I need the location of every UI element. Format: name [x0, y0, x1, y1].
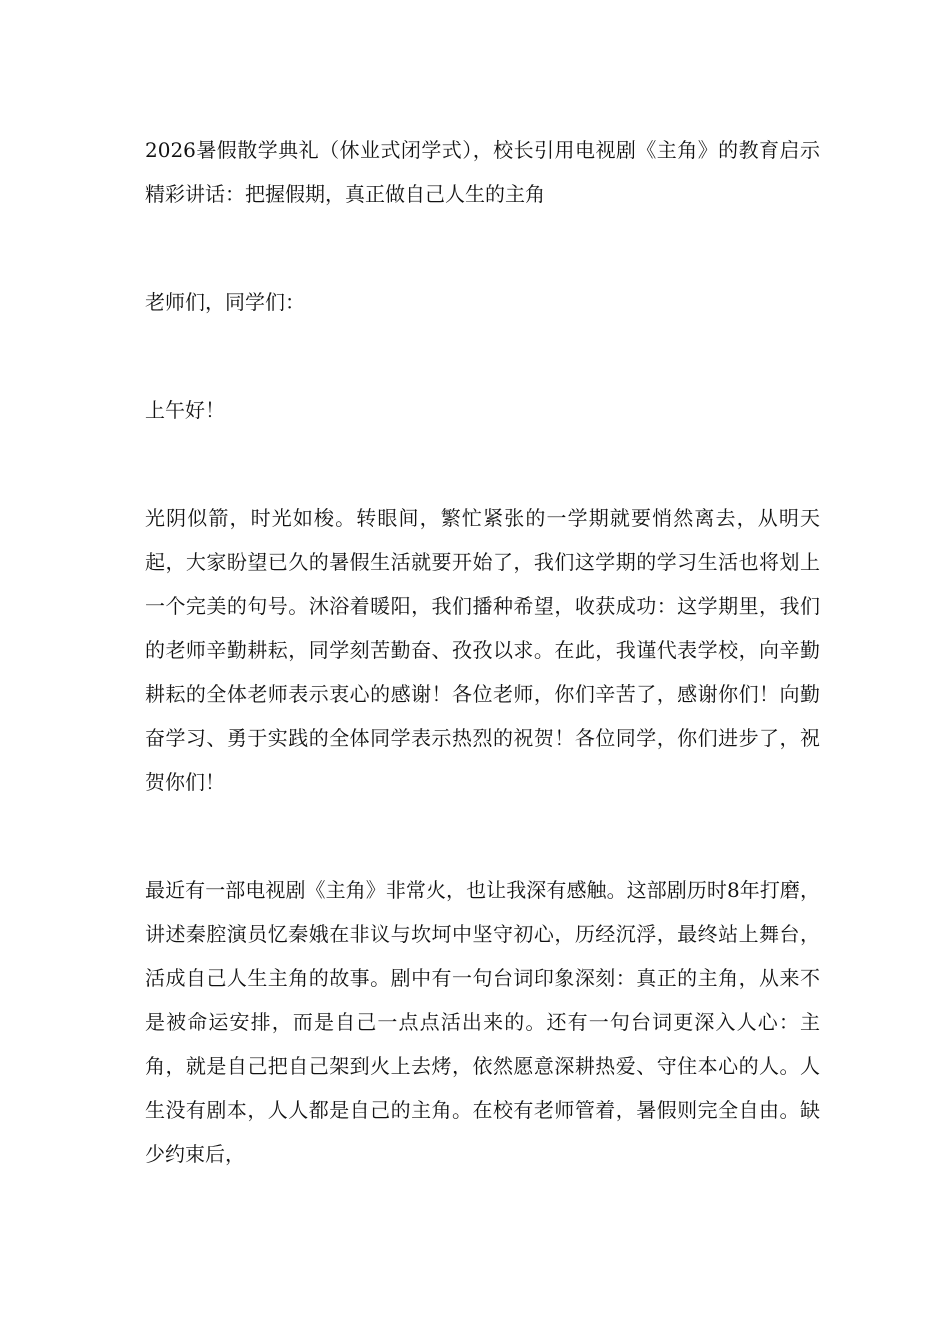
speech-salute: 上午好！: [145, 398, 225, 422]
document-body: [145, 128, 820, 1176]
speech-greeting: 老师们，同学们：: [145, 290, 305, 314]
document-title: 2026暑假散学典礼（休业式闭学式），校长引用电视剧《主角》的教育启示精彩讲话：把握假期，真正做自己人生的主角: [145, 138, 820, 206]
body-paragraph: 光阴似箭，时光如梭。转眼间，繁忙紧张的一学期就要悄然离去，从明天起，大家盼望已久的暑假生活就要开始了，我们这学期的学习生活也将划上一个完美的句号。沐浴着暖阳，我们播种希望，收获成功：这学期里，我们的老师辛勤耕耘，同学刻苦勤奋、孜孜以求。在此，我谨代表学校，向辛勤耕耘的全体老师表示衷心的感谢！各位老师，你们辛苦了，感谢你们！向勤奋学习、勇于实践的全体同学表示热烈的祝贺！各位同学，你们进步了，祝贺你们！: [145, 506, 820, 794]
body-paragraph: 最近有一部电视剧《主角》非常火，也让我深有感触。这部剧历时8年打磨，讲述秦腔演员忆秦娥在非议与坎坷中坚守初心，历经沉浮，最终站上舞台，活成自己人生主角的故事。剧中有一句台词印象深刻：真正的主角，从来不是被命运安排，而是自己一点点活出来的。还有一句台词更深入人心：主角，就是自己把自己架到火上去烤，依然愿意深耕热爱、守住本心的人。人生没有剧本，人人都是自己的主角。在校有老师管着，暑假则完全自由。缺少约束后，: [145, 878, 820, 1166]
